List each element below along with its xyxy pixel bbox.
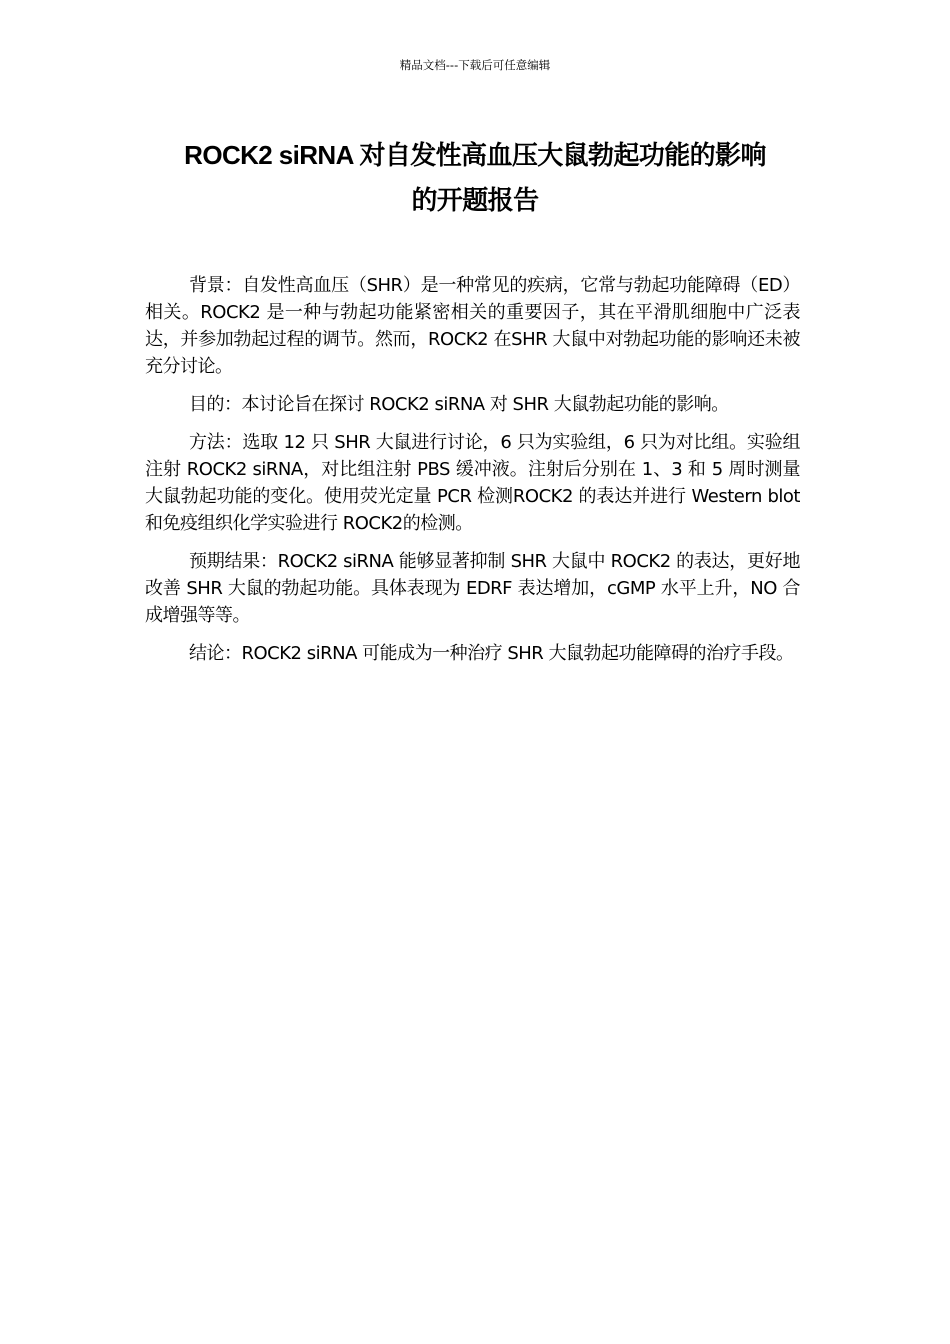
document-title <box>100 133 850 223</box>
title-line-1: ROCK2 siRNA 对自发性高血压大鼠勃起功能的影响 <box>184 140 766 170</box>
paragraph-objective: 目的：本讨论旨在探讨 ROCK2 siRNA 对 SHR 大鼠勃起功能的影响。 <box>189 394 729 415</box>
paragraph-expected-results: 预期结果：ROCK2 siRNA 能够显著抑制 SHR 大鼠中 ROCK2 的表达，更好地改善 SHR 大鼠的勃起功能。具体表现为 EDRF 表达增加，cGMP 水平上升，NO 合成增强等等。 <box>145 551 800 626</box>
paragraph-background: 背景：自发性高血压（SHR）是一种常见的疾病，它常与勃起功能障碍（ED）相关。ROCK2 是一种与勃起功能紧密相关的重要因子，其在平滑肌细胞中广泛表达，并参加勃起过程的调节。然而，ROCK2 在SHR 大鼠中对勃起功能的影响还未被充分讨论。 <box>145 275 800 377</box>
header-note: 精品文档---下载后可任意编辑 <box>399 58 551 72</box>
paragraph-conclusion: 结论：ROCK2 siRNA 可能成为一种治疗 SHR 大鼠勃起功能障碍的治疗手段。 <box>189 643 794 664</box>
title-line-2: 的开题报告 <box>411 185 539 215</box>
paragraph-method: 方法：选取 12 只 SHR 大鼠进行讨论，6 只为实验组，6 只为对比组。实验组注射 ROCK2 siRNA，对比组注射 PBS 缓冲液。注射后分别在 1、3 和 5 周时测量大鼠勃起功能的变化。使用荧光定量 PCR 检测ROCK2 的表达并进行 Western blot 和免疫组织化学实验进行 ROCK2的检测。 <box>145 432 800 534</box>
document-body <box>145 272 800 678</box>
